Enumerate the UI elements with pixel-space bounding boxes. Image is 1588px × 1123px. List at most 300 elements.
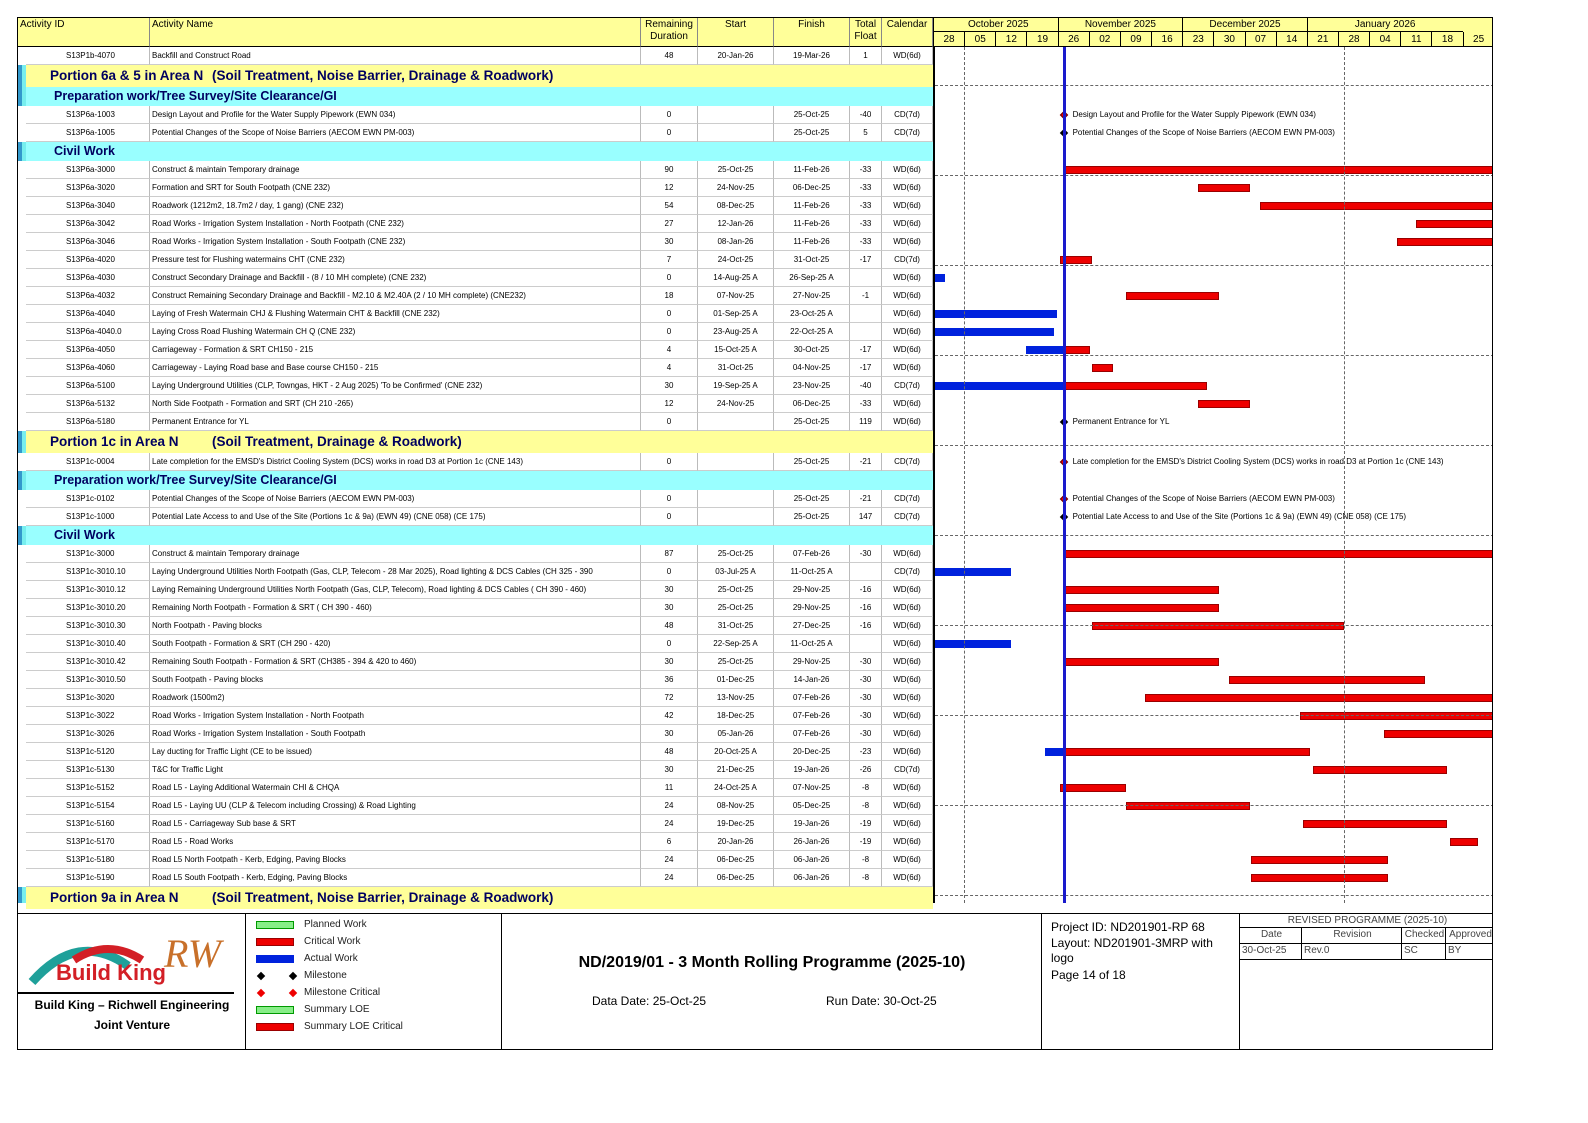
cell-finish: 11-Feb-26	[774, 161, 850, 179]
critical-work-bar	[1198, 184, 1251, 192]
table-row[interactable]	[18, 251, 933, 269]
legend-swatch	[256, 921, 294, 929]
legend-label: Summary LOE	[304, 1004, 370, 1015]
cell-activity-id: S13P1c-5120	[26, 743, 150, 761]
cell-total-float: 119	[850, 413, 882, 431]
revision-header-cell: Revision	[1302, 928, 1402, 944]
table-row[interactable]	[18, 671, 933, 689]
wbs-band-section[interactable]	[26, 142, 933, 161]
wbs-band-title: Civil Work	[54, 144, 115, 158]
cell-start: 24-Nov-25	[698, 179, 774, 197]
table-row[interactable]	[18, 653, 933, 671]
cell-finish: 23-Nov-25	[774, 377, 850, 395]
cell-total-float: -21	[850, 490, 882, 508]
cell-activity-id: S13P1c-0004	[26, 453, 150, 471]
timescale-week: 28	[933, 32, 964, 47]
cell-start: 20-Oct-25 A	[698, 743, 774, 761]
cell-remaining-duration: 24	[641, 815, 698, 833]
cell-remaining-duration: 0	[641, 305, 698, 323]
cell-activity-name: Laying Underground Utilities North Footpath (Gas, CLP, Telecom - 28 Mar 2025), Road lighting & DCS Cables (CH 325 - 390	[150, 563, 641, 581]
table-row[interactable]	[18, 743, 933, 761]
critical-work-bar	[1092, 622, 1344, 630]
legend-label: Summary LOE Critical	[304, 1021, 403, 1032]
cell-start: 23-Aug-25 A	[698, 323, 774, 341]
table-row[interactable]	[18, 563, 933, 581]
cell-total-float: 1	[850, 47, 882, 65]
legend-label: Actual Work	[304, 953, 358, 964]
table-row[interactable]	[18, 725, 933, 743]
cell-finish: 26-Jan-26	[774, 833, 850, 851]
timescale-week: 26	[1058, 32, 1089, 47]
legend-label: Planned Work	[304, 919, 367, 930]
cell-remaining-duration: 30	[641, 377, 698, 395]
table-row[interactable]	[18, 833, 933, 851]
cell-finish: 06-Dec-25	[774, 179, 850, 197]
critical-work-bar	[1251, 874, 1388, 882]
col-finish: Finish	[774, 18, 850, 47]
cell-activity-id: S13P6a-1003	[26, 106, 150, 124]
cell-remaining-duration: 4	[641, 359, 698, 377]
programme-title: ND/2019/01 - 3 Month Rolling Programme (2025-10)	[578, 954, 966, 971]
cell-remaining-duration: 54	[641, 197, 698, 215]
timescale-week: 28	[1338, 32, 1369, 47]
timescale-week: 16	[1151, 32, 1182, 47]
table-row[interactable]	[18, 815, 933, 833]
cell-calendar: WD(6d)	[882, 341, 933, 359]
table-row[interactable]	[18, 323, 933, 341]
cell-start: 08-Nov-25	[698, 797, 774, 815]
table-row[interactable]	[18, 124, 933, 142]
cell-remaining-duration: 24	[641, 797, 698, 815]
wbs-band-title: Civil Work	[54, 528, 115, 542]
cell-start: 01-Sep-25 A	[698, 305, 774, 323]
wbs-band-title: Preparation work/Tree Survey/Site Clearance/GI	[54, 473, 337, 487]
actual-work-bar	[935, 568, 1011, 576]
cell-total-float: -40	[850, 106, 882, 124]
cell-total-float: -30	[850, 725, 882, 743]
cell-remaining-duration: 24	[641, 869, 698, 887]
cell-start: 24-Oct-25	[698, 251, 774, 269]
table-row[interactable]	[18, 508, 933, 526]
table-row[interactable]	[18, 617, 933, 635]
table-row[interactable]	[18, 869, 933, 887]
actual-work-bar	[935, 310, 1057, 318]
cell-activity-id: S13P6a-3040	[26, 197, 150, 215]
cell-finish: 19-Jan-26	[774, 815, 850, 833]
cell-total-float: -33	[850, 233, 882, 251]
wbs-band-section[interactable]	[26, 471, 933, 490]
actual-work-bar	[935, 382, 1064, 390]
cell-activity-name: Carriageway - Formation & SRT CH150 - 215	[150, 341, 641, 359]
table-row[interactable]	[18, 599, 933, 617]
critical-work-bar	[1260, 202, 1493, 210]
revision-header-cell: Date	[1240, 928, 1302, 944]
table-row[interactable]	[18, 287, 933, 305]
table-row[interactable]	[18, 851, 933, 869]
table-row[interactable]	[18, 215, 933, 233]
cell-total-float: -26	[850, 761, 882, 779]
cell-total-float	[850, 269, 882, 287]
timescale-week: 30	[1213, 32, 1244, 47]
project-box	[1042, 914, 1240, 1050]
critical-work-bar	[1450, 838, 1478, 846]
legend-milestone-icon	[257, 989, 265, 997]
column-header	[18, 18, 1493, 47]
legend-swatch	[256, 955, 294, 963]
cell-start	[698, 124, 774, 142]
critical-work-bar	[1251, 856, 1388, 864]
table-row[interactable]	[18, 761, 933, 779]
timeline-row-gridline	[935, 265, 1493, 266]
cell-remaining-duration: 24	[641, 851, 698, 869]
critical-work-bar	[1064, 604, 1220, 612]
cell-finish: 19-Jan-26	[774, 761, 850, 779]
cell-calendar: WD(6d)	[882, 215, 933, 233]
cell-activity-name: Road L5 - Road Works	[150, 833, 641, 851]
cell-total-float: 147	[850, 508, 882, 526]
cell-start	[698, 106, 774, 124]
table-row[interactable]	[18, 413, 933, 431]
cell-finish: 06-Jan-26	[774, 869, 850, 887]
table-row[interactable]	[18, 490, 933, 508]
cell-activity-name: Potential Changes of the Scope of Noise Barriers (AECOM EWN PM-003)	[150, 124, 641, 142]
cell-remaining-duration: 30	[641, 599, 698, 617]
cell-start: 25-Oct-25	[698, 653, 774, 671]
cell-activity-id: S13P1c-5170	[26, 833, 150, 851]
cell-activity-id: S13P6a-1005	[26, 124, 150, 142]
cell-finish: 25-Oct-25	[774, 490, 850, 508]
cell-calendar: WD(6d)	[882, 197, 933, 215]
cell-start: 07-Nov-25	[698, 287, 774, 305]
schedule-sheet	[17, 17, 1493, 1050]
cell-start: 05-Jan-26	[698, 725, 774, 743]
legend-milestone-icon	[257, 972, 265, 980]
cell-activity-name: Road Works - Irrigation System Installation - South Footpath (CNE 232)	[150, 233, 641, 251]
cell-calendar: WD(6d)	[882, 269, 933, 287]
cell-finish: 06-Dec-25	[774, 395, 850, 413]
cell-activity-name: Pressure test for Flushing watermains CHT (CNE 232)	[150, 251, 641, 269]
cell-total-float: -21	[850, 453, 882, 471]
cell-start: 25-Oct-25	[698, 545, 774, 563]
actual-work-bar	[935, 274, 945, 282]
table-row[interactable]	[18, 453, 933, 471]
table-row[interactable]	[18, 377, 933, 395]
cell-remaining-duration: 90	[641, 161, 698, 179]
cell-activity-name: Remaining North Footpath - Formation & SRT ( CH 390 - 460)	[150, 599, 641, 617]
timeline-row-gridline	[935, 535, 1493, 536]
cell-finish: 23-Oct-25 A	[774, 305, 850, 323]
critical-work-bar	[1060, 784, 1125, 792]
timeline-row-gridline	[935, 715, 1493, 716]
cell-total-float: -30	[850, 707, 882, 725]
cell-start: 21-Dec-25	[698, 761, 774, 779]
cell-finish: 11-Feb-26	[774, 233, 850, 251]
cell-activity-name: Road L5 - Carriageway Sub base & SRT	[150, 815, 641, 833]
milestone-label: Potential Changes of the Scope of Noise Barriers (AECOM EWN PM-003)	[1072, 128, 1335, 137]
milestone-label: Permanent Entrance for YL	[1072, 417, 1170, 426]
cell-start: 20-Jan-26	[698, 833, 774, 851]
cell-total-float: -8	[850, 869, 882, 887]
timeline-row-gridline	[935, 175, 1493, 176]
cell-finish: 11-Feb-26	[774, 197, 850, 215]
cell-activity-name: Remaining South Footpath - Formation & SRT (CH385 - 394 & 420 to 460)	[150, 653, 641, 671]
timeline-row-gridline	[935, 85, 1493, 86]
table-row[interactable]	[18, 635, 933, 653]
revision-box	[1240, 914, 1493, 1050]
cell-total-float: -30	[850, 689, 882, 707]
revision-title: REVISED PROGRAMME (2025-10)	[1240, 914, 1493, 928]
cell-finish: 07-Feb-26	[774, 689, 850, 707]
legend-label: Critical Work	[304, 936, 361, 947]
cell-calendar: WD(6d)	[882, 797, 933, 815]
run-date: Run Date: 30-Oct-25	[826, 994, 937, 1008]
cell-finish: 27-Dec-25	[774, 617, 850, 635]
wbs-band-portion[interactable]	[26, 887, 933, 909]
cell-start: 14-Aug-25 A	[698, 269, 774, 287]
cell-remaining-duration: 18	[641, 287, 698, 305]
cell-activity-name: Laying of Fresh Watermain CHJ & Flushing Watermain CHT & Backfill (CNE 232)	[150, 305, 641, 323]
critical-work-bar	[1064, 550, 1493, 558]
cell-activity-name: Road Works - Irrigation System Installation - North Footpath (CNE 232)	[150, 215, 641, 233]
cell-activity-name: Laying Cross Road Flushing Watermain CH Q (CNE 232)	[150, 323, 641, 341]
cell-activity-id: S13P1c-5154	[26, 797, 150, 815]
cell-total-float: -30	[850, 671, 882, 689]
timescale-month: December 2025	[1182, 18, 1307, 32]
cell-finish: 25-Oct-25	[774, 124, 850, 142]
cell-calendar: WD(6d)	[882, 599, 933, 617]
legend-box	[246, 914, 502, 1050]
cell-finish: 07-Feb-26	[774, 725, 850, 743]
wbs-band-title: Portion 1c in Area N	[50, 434, 179, 449]
cell-activity-name: South Footpath - Paving blocks	[150, 671, 641, 689]
cell-calendar: WD(6d)	[882, 833, 933, 851]
table-row[interactable]	[18, 581, 933, 599]
critical-work-bar	[1092, 364, 1114, 372]
cell-start: 31-Oct-25	[698, 359, 774, 377]
cell-total-float: -17	[850, 251, 882, 269]
cell-activity-name: North Footpath - Paving blocks	[150, 617, 641, 635]
cell-start: 06-Dec-25	[698, 851, 774, 869]
cell-activity-id: S13P1c-3026	[26, 725, 150, 743]
data-date: Data Date: 25-Oct-25	[592, 994, 707, 1008]
table-row[interactable]	[18, 545, 933, 563]
table-row[interactable]	[18, 779, 933, 797]
cell-remaining-duration: 30	[641, 581, 698, 599]
cell-remaining-duration: 6	[641, 833, 698, 851]
cell-activity-name: Roadwork (1212m2, 18.7m2 / day, 1 gang) (CNE 232)	[150, 197, 641, 215]
cell-activity-id: S13P6a-4040.0	[26, 323, 150, 341]
cell-finish: 31-Oct-25	[774, 251, 850, 269]
table-row[interactable]	[18, 233, 933, 251]
cell-activity-name: Road L5 - Laying Additional Watermain CHI & CHQA	[150, 779, 641, 797]
cell-finish: 07-Feb-26	[774, 707, 850, 725]
cell-activity-id: S13P1c-3010.20	[26, 599, 150, 617]
cell-total-float: -8	[850, 779, 882, 797]
cell-remaining-duration: 4	[641, 341, 698, 359]
cell-start: 08-Dec-25	[698, 197, 774, 215]
timeline-row-gridline	[935, 355, 1493, 356]
cell-calendar: WD(6d)	[882, 323, 933, 341]
timescale-week: 23	[1182, 32, 1213, 47]
cell-remaining-duration: 0	[641, 124, 698, 142]
logo-line-1: Build King – Richwell Engineering	[34, 998, 230, 1012]
cell-total-float	[850, 323, 882, 341]
cell-total-float: -40	[850, 377, 882, 395]
col-start: Start	[698, 18, 774, 47]
cell-activity-name: Road L5 North Footpath - Kerb, Edging, Paving Blocks	[150, 851, 641, 869]
table-row[interactable]	[18, 106, 933, 124]
table-row[interactable]	[18, 689, 933, 707]
critical-work-bar	[1416, 220, 1493, 228]
table-row[interactable]	[18, 197, 933, 215]
cell-start: 12-Jan-26	[698, 215, 774, 233]
wbs-band-section[interactable]	[26, 526, 933, 545]
table-row[interactable]	[18, 359, 933, 377]
cell-total-float: -23	[850, 743, 882, 761]
cell-remaining-duration: 0	[641, 106, 698, 124]
cell-activity-id: S13P6a-5132	[26, 395, 150, 413]
cell-total-float: -16	[850, 581, 882, 599]
table-row[interactable]	[18, 395, 933, 413]
wbs-band-title: Portion 9a in Area N	[50, 890, 179, 905]
layout-name: Layout: ND201901-3MRP with logo	[1051, 936, 1213, 965]
logo-line-2: Joint Venture	[93, 1018, 170, 1032]
cell-activity-name: North Side Footpath - Formation and SRT (CH 210 -265)	[150, 395, 641, 413]
cell-calendar: WD(6d)	[882, 851, 933, 869]
cell-calendar: WD(6d)	[882, 743, 933, 761]
cell-calendar: CD(7d)	[882, 251, 933, 269]
milestone-label: Design Layout and Profile for the Water Supply Pipework (EWN 034)	[1072, 110, 1316, 119]
cell-total-float	[850, 563, 882, 581]
cell-activity-id: S13P1c-3010.10	[26, 563, 150, 581]
critical-work-bar	[1064, 658, 1220, 666]
cell-start: 20-Jan-26	[698, 47, 774, 65]
wbs-band-portion[interactable]	[26, 431, 933, 453]
cell-activity-id: S13P1c-0102	[26, 490, 150, 508]
cell-finish: 11-Oct-25 A	[774, 563, 850, 581]
legend-swatch	[256, 938, 294, 946]
legend-milestone-icon	[289, 972, 297, 980]
milestone-label: Late completion for the EMSD's District Cooling System (DCS) works in road D3 at Portion 1c (CNE 143)	[1072, 457, 1444, 466]
cell-remaining-duration: 48	[641, 47, 698, 65]
cell-activity-name: Carriageway - Laying Road base and Base course CH150 - 215	[150, 359, 641, 377]
cell-finish: 27-Nov-25	[774, 287, 850, 305]
critical-work-bar	[1313, 766, 1447, 774]
cell-remaining-duration: 0	[641, 323, 698, 341]
data-date-line	[1063, 47, 1066, 903]
wbs-band-section[interactable]	[26, 87, 933, 106]
table-row[interactable]	[18, 47, 933, 65]
cell-start: 13-Nov-25	[698, 689, 774, 707]
critical-work-bar	[1303, 820, 1446, 828]
cell-calendar: WD(6d)	[882, 725, 933, 743]
table-row[interactable]	[18, 341, 933, 359]
cell-start: 18-Dec-25	[698, 707, 774, 725]
cell-finish: 07-Nov-25	[774, 779, 850, 797]
timescale-week: 21	[1307, 32, 1338, 47]
timescale-week: 18	[1431, 32, 1462, 47]
cell-calendar: WD(6d)	[882, 707, 933, 725]
wbs-band-title: Preparation work/Tree Survey/Site Clearance/GI	[54, 89, 337, 103]
cell-start: 24-Oct-25 A	[698, 779, 774, 797]
wbs-band-description: (Soil Treatment, Noise Barrier, Drainage & Roadwork)	[212, 68, 554, 83]
actual-work-bar	[1045, 748, 1064, 756]
cell-activity-id: S13P1b-4070	[26, 47, 150, 65]
logo-box	[18, 914, 246, 1050]
timescale-week: 04	[1369, 32, 1400, 47]
cell-calendar: WD(6d)	[882, 779, 933, 797]
cell-calendar: WD(6d)	[882, 47, 933, 65]
timeline-row-gridline	[935, 895, 1493, 896]
cell-activity-id: S13P1c-5180	[26, 851, 150, 869]
cell-finish: 11-Feb-26	[774, 215, 850, 233]
table-row[interactable]	[18, 797, 933, 815]
cell-activity-name: Construct Secondary Drainage and Backfill - (8 / 10 MH complete) (CNE 232)	[150, 269, 641, 287]
table-row[interactable]	[18, 269, 933, 287]
cell-activity-name: Construct & maintain Temporary drainage	[150, 161, 641, 179]
col-activity-name: Activity Name	[150, 18, 641, 47]
cell-remaining-duration: 0	[641, 635, 698, 653]
col-total-float: Total Float	[850, 18, 882, 47]
cell-activity-id: S13P6a-4032	[26, 287, 150, 305]
page-number: Page 14 of 18	[1051, 968, 1126, 982]
cell-remaining-duration: 36	[641, 671, 698, 689]
cell-activity-name: Laying Remaining Underground Utilities North Footpath (Gas, CLP, Telecom), Road lighting & DCS Cables ( CH 390 - 460)	[150, 581, 641, 599]
timeline-row-gridline	[935, 805, 1493, 806]
cell-calendar: CD(7d)	[882, 377, 933, 395]
table-row[interactable]	[18, 305, 933, 323]
project-id: Project ID: ND201901-RP 68	[1051, 920, 1205, 934]
cell-activity-id: S13P1c-3010.12	[26, 581, 150, 599]
cell-calendar: WD(6d)	[882, 617, 933, 635]
timeline-row-gridline	[935, 625, 1493, 626]
cell-activity-name: Roadwork (1500m2)	[150, 689, 641, 707]
cell-start	[698, 508, 774, 526]
cell-start	[698, 453, 774, 471]
cell-activity-id: S13P1c-3010.40	[26, 635, 150, 653]
revision-value-cell: BY	[1446, 944, 1493, 960]
cell-finish: 25-Oct-25	[774, 413, 850, 431]
cell-calendar: CD(7d)	[882, 563, 933, 581]
cell-calendar: WD(6d)	[882, 815, 933, 833]
cell-total-float: -33	[850, 215, 882, 233]
cell-total-float: -33	[850, 161, 882, 179]
cell-total-float	[850, 305, 882, 323]
table-row[interactable]	[18, 179, 933, 197]
table-row[interactable]	[18, 161, 933, 179]
wbs-band-description: (Soil Treatment, Noise Barrier, Drainage & Roadwork)	[212, 890, 554, 905]
cell-activity-id: S13P1c-5130	[26, 761, 150, 779]
table-row[interactable]	[18, 707, 933, 725]
timescale-month: November 2025	[1058, 18, 1183, 32]
cell-activity-id: S13P1c-5190	[26, 869, 150, 887]
wbs-band-portion[interactable]	[26, 65, 933, 87]
cell-finish: 04-Nov-25	[774, 359, 850, 377]
milestone-label: Potential Changes of the Scope of Noise Barriers (AECOM EWN PM-003)	[1072, 494, 1335, 503]
cell-remaining-duration: 11	[641, 779, 698, 797]
wbs-band-description: (Soil Treatment, Drainage & Roadwork)	[212, 434, 462, 449]
cell-calendar: CD(7d)	[882, 490, 933, 508]
timescale-month: January 2026	[1307, 18, 1463, 32]
cell-total-float: -19	[850, 815, 882, 833]
cell-activity-id: S13P6a-5100	[26, 377, 150, 395]
cell-remaining-duration: 30	[641, 725, 698, 743]
cell-activity-name: T&C for Traffic Light	[150, 761, 641, 779]
cell-total-float: -1	[850, 287, 882, 305]
cell-activity-name: Road L5 South Footpath - Kerb, Edging, Paving Blocks	[150, 869, 641, 887]
cell-total-float	[850, 635, 882, 653]
cell-calendar: WD(6d)	[882, 653, 933, 671]
